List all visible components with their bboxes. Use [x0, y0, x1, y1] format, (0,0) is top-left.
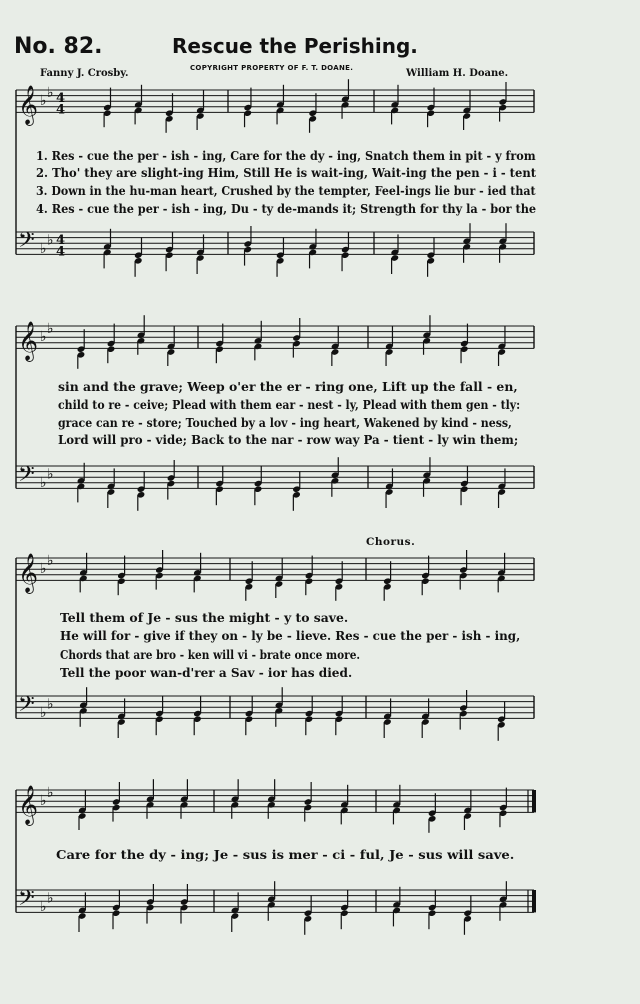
chorus-label: Chorus. — [366, 536, 416, 548]
time-signature-numerator: 4 — [56, 233, 66, 249]
time-signature-denominator: 4 — [56, 244, 66, 260]
bass-clef-icon: 𝄢 — [18, 462, 35, 492]
flat-sign-icon: ♭ — [40, 474, 47, 491]
verse-1-line-system-2: sin and the grave; Weep o'er the er - ring one, Lift up the fall - en, — [58, 380, 518, 394]
flat-sign-icon: ♭ — [40, 93, 47, 110]
copyright-notice: COPYRIGHT PROPERTY OF F. T. DOANE. — [190, 64, 354, 72]
verse-4-line-system-2: Lord will pro - vide; Back to the nar - row way Pa - tient - ly win them; — [58, 433, 519, 447]
flat-sign-icon: ♭ — [40, 704, 47, 721]
bass-clef-icon: 𝄢 — [18, 692, 35, 722]
flat-sign-icon: ♭ — [40, 793, 47, 810]
chorus-line-1-system-3: Tell them of Je - sus the might - y to save. — [60, 611, 349, 625]
verse-4-line-system-1: 4. Res - cue the per - ish - ing, Du - ty de-mands it; Strength for thy la - bor the — [36, 202, 537, 216]
chorus-line-3-system-3: Chords that are bro - ken will vi - brate once more. — [60, 648, 361, 662]
flat-sign-icon: ♭ — [47, 784, 54, 801]
flat-sign-icon: ♭ — [47, 696, 54, 713]
treble-clef-icon: 𝄞 — [18, 321, 39, 361]
verse-3-line-system-2: grace can re - store; Touched by a lov - ing heart, Wakened by kind - ness, — [58, 416, 512, 430]
treble-clef-icon: 𝄞 — [18, 85, 39, 125]
flat-sign-icon: ♭ — [40, 898, 47, 915]
chorus-line-4-system-3: Tell the poor wan-d'rer a Sav - ior has died. — [60, 666, 353, 680]
chorus-line-1-system-4: Care for the dy - ing; Je - sus is mer - ci - ful, Je - sus will save. — [56, 848, 515, 862]
flat-sign-icon: ♭ — [47, 232, 54, 249]
flat-sign-icon: ♭ — [47, 84, 54, 101]
composer-credit: William H. Doane. — [406, 68, 509, 79]
flat-sign-icon: ♭ — [47, 890, 54, 907]
verse-3-line-system-1: 3. Down in the hu-man heart, Crushed by the tempter, Feel-ings lie bur - ied that — [36, 184, 536, 198]
hymn-title: Rescue the Perishing. — [172, 34, 418, 58]
verse-2-line-system-1: 2. Tho' they are slight-ing Him, Still He is wait-ing, Wait-ing the pen - i - tent — [36, 166, 537, 180]
verse-1-line-system-1: 1. Res - cue the per - ish - ing, Care for the dy - ing, Snatch them in pit - y from — [36, 149, 536, 163]
bass-clef-icon: 𝄢 — [18, 886, 35, 916]
treble-clef-icon: 𝄞 — [18, 553, 39, 593]
time-signature-numerator: 4 — [56, 91, 66, 107]
hymn-number: No. 82. — [14, 34, 103, 59]
treble-clef-icon: 𝄞 — [18, 785, 39, 825]
flat-sign-icon: ♭ — [40, 561, 47, 578]
chorus-line-2-system-3: He will for - give if they on - ly be - lieve. Res - cue the per - ish - ing, — [60, 629, 521, 643]
flat-sign-icon: ♭ — [47, 466, 54, 483]
flat-sign-icon: ♭ — [47, 320, 54, 337]
time-signature-denominator: 4 — [56, 102, 66, 118]
bass-clef-icon: 𝄢 — [18, 228, 35, 258]
flat-sign-icon: ♭ — [40, 240, 47, 257]
verse-2-line-system-2: child to re - ceive; Plead with them ear - nest - ly, Plead with them gen - tly: — [58, 398, 521, 412]
flat-sign-icon: ♭ — [40, 329, 47, 346]
flat-sign-icon: ♭ — [47, 552, 54, 569]
lyricist-credit: Fanny J. Crosby. — [40, 68, 129, 79]
